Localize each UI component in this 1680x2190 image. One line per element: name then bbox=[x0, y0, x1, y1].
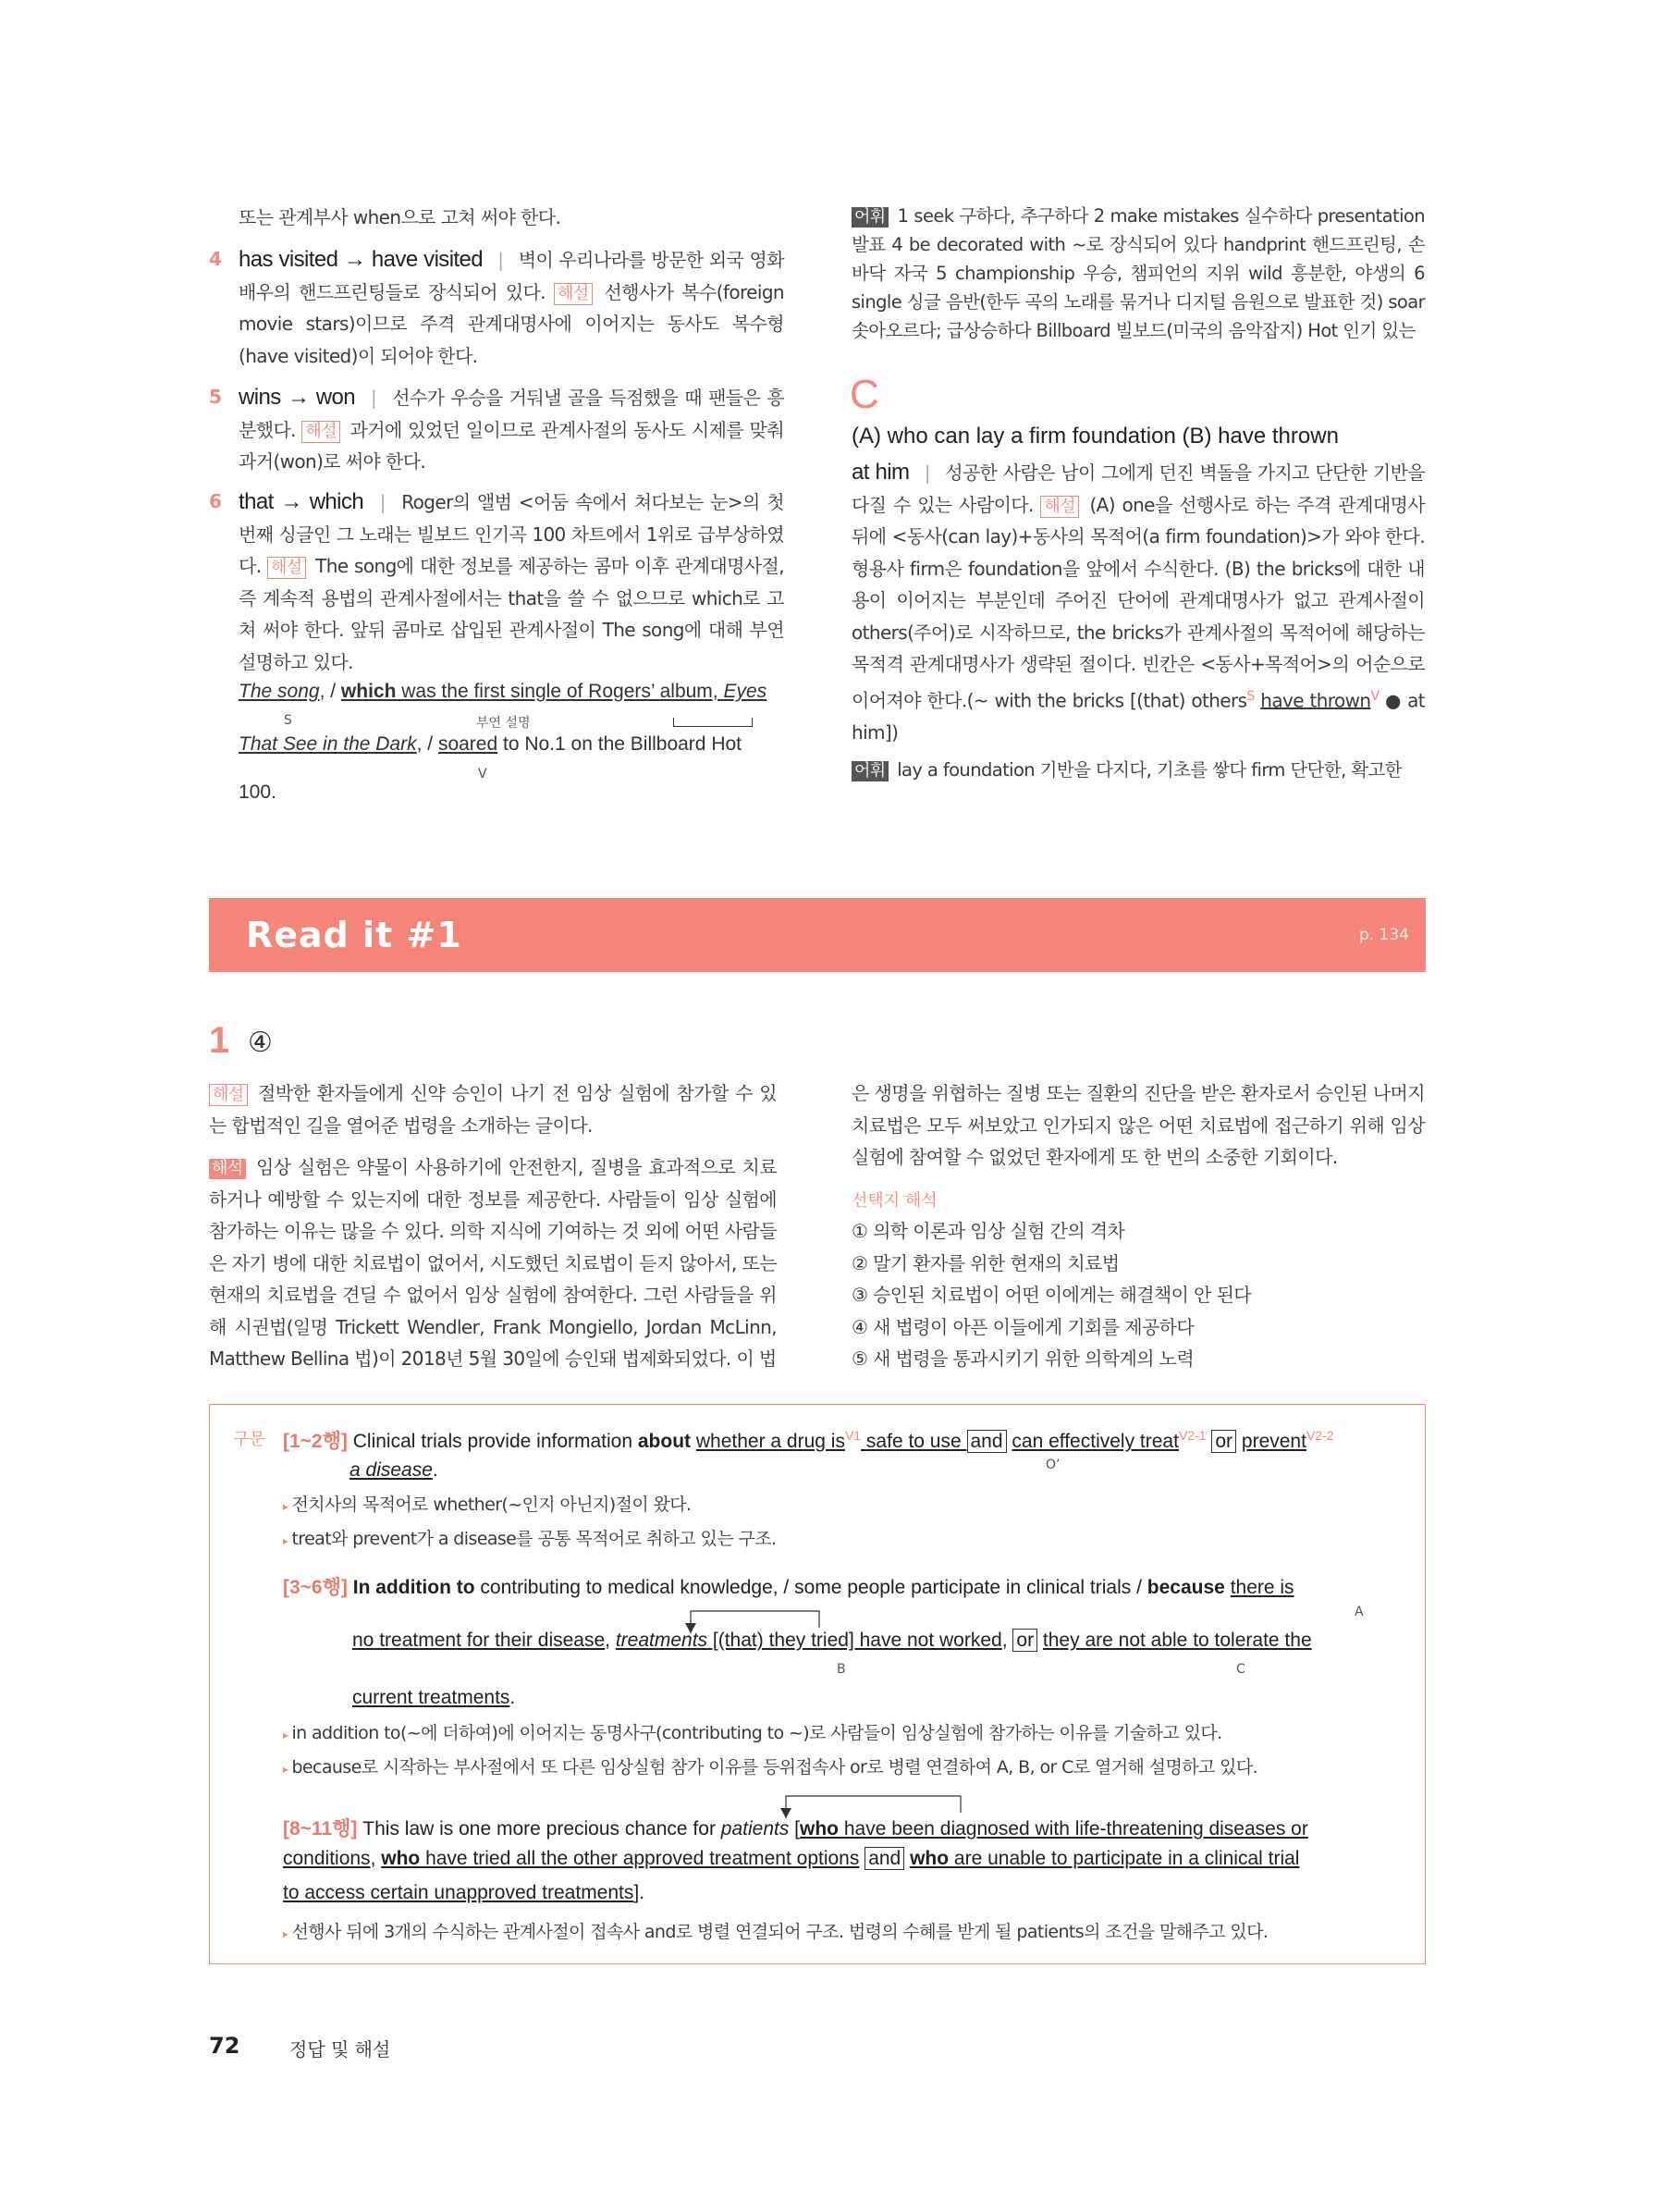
ex-verb: soared bbox=[437, 733, 498, 755]
s1-d: safe to use bbox=[861, 1431, 967, 1452]
s3-who-1: who bbox=[800, 1818, 840, 1839]
explain-tag: 해설 bbox=[301, 421, 340, 443]
footer-label: 정답 및 해설 bbox=[289, 2038, 391, 2061]
s1-effectively: effectively bbox=[1043, 1431, 1140, 1452]
s1-v22: V2-2 bbox=[1306, 1428, 1334, 1443]
s1-note-2-text: treat와 prevent가 a disease를 공통 목적어로 취하고 있는 구조. bbox=[291, 1529, 777, 1549]
vocab-tag: 어휘 bbox=[852, 207, 889, 228]
s3-l2e: are unable to participate in a clinical trial bbox=[949, 1848, 1300, 1869]
banner-title: Read it #1 bbox=[246, 915, 462, 955]
choice-5: ⑤ 새 법령을 통과시키기 위한 의학계의 노력 bbox=[852, 1347, 1195, 1370]
ex-subject: The song bbox=[239, 681, 320, 702]
choices-list bbox=[852, 1215, 1425, 1375]
s2-line-3: current treatments. bbox=[352, 1687, 516, 1708]
bracket-mark bbox=[673, 718, 753, 727]
s2-in-addition: In addition to bbox=[352, 1577, 475, 1598]
ex-which: which bbox=[340, 681, 397, 702]
item-4: 4 has visited → have visited | 벽이 우리나라를 방문한 외국 영화배우의 핸드프린팅들로 장식되어 있다. 해설 선행사가 복수(foreign movie stars)이므로 주격 관계대명사에 이어지는 동사도 복수형(have visited)이 되어야 한다. bbox=[209, 247, 784, 367]
s2-note-1: ▸ in addition to(~에 더하여)에 이어지는 동명사구(contributing to ~)로 사람들이 임상실험에 참가하는 이유를 기술하고 있다. bbox=[283, 1723, 1222, 1743]
s1-ref: [1~2행] bbox=[283, 1431, 348, 1452]
explain-tag: 해설 bbox=[554, 283, 593, 305]
choice-2: ② 말기 환자를 위한 현재의 치료법 bbox=[852, 1251, 1120, 1274]
summary-tag: 해설 bbox=[209, 1084, 248, 1106]
s3-conditions: conditions bbox=[283, 1848, 371, 1869]
c-mark-v: V bbox=[1370, 688, 1380, 704]
s3-patients: patients bbox=[720, 1818, 790, 1839]
s3-ref: [8~11행] bbox=[283, 1818, 358, 1839]
choice-3: ③ 승인된 치료법이 어떤 이에게는 해결책이 안 된다 bbox=[852, 1284, 1252, 1306]
s2-line-1 bbox=[283, 1572, 1402, 1600]
s1-can: can bbox=[1012, 1431, 1044, 1452]
ex-eyes: Eyes bbox=[723, 681, 767, 702]
item-explain: 과거에 있었던 일이므로 관계사절의 동사도 시제를 맞춰 과거(won)로 써야 한다. bbox=[239, 418, 784, 473]
s2-note-2-text: because로 시작하는 부사절에서 또 다른 임상실험 참가 이유를 등위접속사 or로 병렬 연결하여 A, B, or C로 열거해 설명하고 있다. bbox=[291, 1757, 1258, 1778]
s3-line-1 bbox=[283, 1814, 1402, 1841]
s1-or: or bbox=[1211, 1430, 1236, 1453]
vocab-text: 1 seek 구하다, 추구하다 2 make mistakes 실수하다 presentation 발표 4 be decorated with ~로 장식되어 있다 handprint 핸드프린팅, 손바닥 자국 5 championship 우승, 챔피언의 지위 wild 흥분한, 야생의 6 single 싱글 음반(한두 곡의 노래를 묶거나 디지털 음원으로 발표한 것) soar 솟아오르다; 급상승하다 Billboard 빌보드(미국의 음악잡지) Hot 인기 있는 bbox=[852, 205, 1425, 341]
choice-4: ④ 새 법령이 아픈 이들에게 기회를 제공하다 bbox=[852, 1315, 1195, 1338]
grammar-label: 구문 bbox=[233, 1430, 265, 1449]
page-number: 72 bbox=[209, 2033, 240, 2059]
item-text: 선수가 우승을 거둬낼 골을 득점했을 때 팬들은 흥분했다. bbox=[239, 387, 784, 441]
question-number: 1 bbox=[209, 1020, 230, 1061]
s3-a: This law is one more precious chance for bbox=[362, 1818, 721, 1839]
mark-explain: 부연 설명 bbox=[476, 716, 531, 731]
s3-note-text: 선행사 뒤에 3개의 수식하는 관계사절이 접속사 and로 병렬 연결되어 구조. 법령의 수혜를 받게 될 patients의 조건을 말해주고 있다. bbox=[291, 1922, 1269, 1942]
translation-tag: 해석 bbox=[209, 1159, 246, 1179]
s3-l2c: have tried all the other approved treatment options bbox=[420, 1848, 860, 1869]
vocab2-text: lay a foundation 기반을 다지다, 기초를 쌓다 firm 단단한, 확고한 bbox=[897, 759, 1403, 781]
example-line-3: 100. bbox=[239, 781, 276, 803]
item-answer: wins → won bbox=[239, 385, 355, 410]
c-ex-end: him]) bbox=[852, 720, 899, 744]
s2-l2d: they are not able to tolerate the bbox=[1042, 1630, 1312, 1651]
c-ex-tail: (~ with the bricks [(that) others bbox=[966, 689, 1247, 712]
s2-current: current treatments bbox=[352, 1687, 510, 1708]
vocab2-block bbox=[852, 755, 1425, 787]
item-answer: has visited → have visited bbox=[239, 247, 483, 272]
read-it-banner bbox=[209, 898, 1426, 972]
explain-tag: 해설 bbox=[1040, 496, 1079, 518]
ex-title: That See in the Dark bbox=[239, 733, 417, 755]
s2-mark-c: C bbox=[1236, 1662, 1245, 1677]
s1-o-mark: O’ bbox=[1046, 1458, 1061, 1472]
s2-treatments: treatments bbox=[615, 1630, 708, 1651]
s3-bracket: [ bbox=[789, 1818, 801, 1839]
vocab2-tag: 어휘 bbox=[852, 761, 889, 781]
q1-summary bbox=[209, 1077, 777, 1141]
s2-no-treatment: no treatment for their disease bbox=[352, 1630, 606, 1651]
q1-translation-right: 은 생명을 위협하는 질병 또는 질환의 진단을 받은 환자로서 승인된 나머지 치료법은 모두 써보았고 인가되지 않은 어떤 치료법에 접근하기 위해 임상 실험에 참여할 수 없었던 환자에게 또 한 번의 소중한 기회이다. bbox=[852, 1082, 1425, 1168]
s3-line-3 bbox=[283, 1882, 644, 1904]
item-text: 벽이 우리나라를 방문한 외국 영화배우의 핸드프린팅들로 장식되어 있다. bbox=[239, 249, 784, 303]
s2-b: contributing to medical knowledge, / some people participate in clinical trials / bbox=[474, 1577, 1147, 1598]
s1-v21: V2-1 bbox=[1178, 1428, 1207, 1443]
s3-e: have been diagnosed with life-threatening diseases or bbox=[839, 1818, 1308, 1839]
item-explain: 선행사가 복수(foreign movie stars)이므로 주격 관계대명사에 이어지는 동사도 복수형(have visited)이 되어야 한다. bbox=[239, 280, 784, 367]
ex-clause: was the first single of Rogers’ album, bbox=[396, 681, 724, 702]
s2-note-1-text: in addition to(~에 더하여)에 이어지는 동명사구(contributing to ~)로 사람들이 임상실험에 참가하는 이유를 기술하고 있다. bbox=[291, 1723, 1222, 1743]
item-number: 6 bbox=[209, 490, 222, 512]
section-letter: C bbox=[850, 372, 879, 417]
s2-mark-b: B bbox=[837, 1662, 846, 1677]
s2-or: or bbox=[1012, 1629, 1037, 1652]
vocab-block bbox=[852, 202, 1425, 345]
choice-1: ① 의학 이론과 임상 실험 간의 격차 bbox=[852, 1220, 1125, 1242]
s1-a: Clinical trials provide information bbox=[352, 1431, 638, 1452]
c-explain: (A) one을 선행사로 하는 주격 관계대명사 뒤에 <동사(can lay)+동사의 목적어(a firm foundation)>가 와야 한다. 형용사 firm은 foundation을 앞에서 수식한다. (B) the bricks에 대한 내용이 이어지는 부분인데 주어진 단어에 관계대명사가 없고 관계사절이 others(주어)로 시작하므로, the bricks가 관계사절의 목적어에 해당하는 목적격 관계대명사가 생략된 절이다. 빈칸은 <동사+목적어>의 어순으로 이어져야 한다. bbox=[852, 493, 1426, 712]
intro-line: 또는 관계부사 when으로 고쳐 써야 한다. bbox=[239, 206, 561, 228]
s2-note-2: ▸ because로 시작하는 부사절에서 또 다른 임상실험 참가 이유를 등위접속사 or로 병렬 연결하여 A, B, or C로 열거해 설명하고 있다. bbox=[283, 1757, 1258, 1778]
s3-end: ]. bbox=[633, 1882, 645, 1903]
s1-about: about bbox=[637, 1431, 692, 1452]
c-mark-s: S bbox=[1246, 688, 1255, 704]
s1-a-disease: a disease bbox=[349, 1459, 433, 1481]
s2-mark-a: A bbox=[1355, 1605, 1364, 1619]
s2-there-is: there is bbox=[1230, 1577, 1294, 1598]
mark-s: S bbox=[284, 713, 292, 728]
grammar-box bbox=[209, 1404, 1426, 1964]
choices-title: 선택지 해석 bbox=[852, 1191, 938, 1211]
s1-dot: . bbox=[432, 1459, 438, 1481]
item-number: 5 bbox=[209, 386, 222, 408]
c-text: 성공한 사람은 남이 그에게 던진 벽돌을 가지고 단단한 기반을 다질 수 있는 사람이다. bbox=[852, 461, 1426, 516]
q1-translation bbox=[209, 1151, 777, 1375]
s1-v1: V1 bbox=[844, 1428, 862, 1443]
explain-tag: 해설 bbox=[267, 557, 306, 579]
c-ex-at: at bbox=[1407, 689, 1426, 712]
item-6: 6 that → which | Roger의 앨범 <어둠 속에서 쳐다보는 눈>의 첫 번째 싱글인 그 노래는 빌보드 인기곡 100 차트에서 1위로 급부상하였다. 해설 The song에 대한 정보를 제공하는 콤마 이후 관계대명사절, 즉 계속적 용법의 관계사절에서는 that을 쓸 수 없으므로 which로 고쳐 써야 한다. 앞뒤 콤마로 삽입된 관계사절이 The song에 대해 부연 설명하고 있다. bbox=[209, 489, 784, 673]
s3-and: and bbox=[865, 1847, 904, 1870]
mark-v: V bbox=[478, 767, 487, 781]
s1-line-1 bbox=[283, 1426, 1392, 1454]
answer-line-1: (A) who can lay a firm foundation (B) have thrown bbox=[852, 424, 1339, 449]
ex-rest: to No.1 on the Billboard Hot bbox=[497, 733, 742, 755]
c-ex-verb: have thrown bbox=[1260, 689, 1371, 712]
s1-and: and bbox=[967, 1430, 1007, 1453]
c-ex-dot: ● bbox=[1384, 689, 1402, 712]
item-text: Roger의 앨범 <어둠 속에서 쳐다보는 눈>의 첫 번째 싱글인 그 노래는 빌보드 인기곡 100 차트에서 1위로 급부상하였다. bbox=[239, 491, 784, 577]
s2-l2c: [(that) they tried] have not worked bbox=[707, 1630, 1002, 1651]
s3-access: to access certain unapproved treatments bbox=[283, 1882, 634, 1903]
s1-treat: treat bbox=[1139, 1431, 1179, 1452]
s1-note-1-text: 전치사의 목적어로 whether(~인지 아닌지)절이 왔다. bbox=[291, 1495, 692, 1515]
ex-sep2: , / bbox=[416, 733, 438, 755]
example-line-2 bbox=[239, 733, 784, 756]
summary-text: 절박한 환자들에게 신약 승인이 나기 전 임상 실험에 참가할 수 있는 합법적인 길을 열어준 법령을 소개하는 글이다. bbox=[209, 1082, 777, 1137]
item-number: 4 bbox=[209, 248, 222, 270]
answer-line-2: at him bbox=[852, 460, 910, 485]
c-explain-block: at him | 성공한 사람은 남이 그에게 던진 벽돌을 가지고 단단한 기반을 다질 수 있는 사람이다. 해설 (A) one을 선행사로 하는 주격 관계대명사 뒤에 <동사(can lay)+동사의 목적어(a firm foundation)>가 와야 한다. 형용사 firm은 foundation을 앞에서 수식한다. (B) the bricks에 대한 내용이 이어지는 부분인데 주어진 단어에 관계대명사가 없고 관계사절이 others(주어)로 시작하므로, the bricks가 관계사절의 목적어에 해당하는 목적격 관계대명사가 생략된 절이다. 빈칸은 <동사+목적어>의 어순으로 이어져야 한다.(~ with the bricks [(that) others$^S$ have thrown$^V$ ● at him]) bbox=[852, 460, 1426, 744]
s1-prevent: prevent bbox=[1241, 1431, 1306, 1452]
s2-line-2: no treatment for their disease, treatments [(that) they tried] have not worked, or they are not able to tolerate the bbox=[352, 1630, 1312, 1651]
s3-note: ▸ 선행사 뒤에 3개의 수식하는 관계사절이 접속사 and로 병렬 연결되어 구조. 법령의 수혜를 받게 될 patients의 조건을 말해주고 있다. bbox=[283, 1922, 1269, 1942]
item-5: 5 wins → won | 선수가 우승을 거둬낼 골을 득점했을 때 팬들은 흥분했다. 해설 과거에 있었던 일이므로 관계사절의 동사도 시제를 맞춰 과거(won)로 써야 한다. bbox=[209, 385, 784, 473]
s3-who-2: who bbox=[381, 1848, 421, 1869]
item-answer: that → which bbox=[239, 489, 364, 514]
question-answer: ④ bbox=[248, 1027, 273, 1059]
s1-note-1: ▸ 전치사의 목적어로 whether(~인지 아닌지)절이 왔다. bbox=[283, 1495, 692, 1515]
s3-line-2: conditions, who have tried all the other approved treatment options and who are unable to participate in a clinical trial bbox=[283, 1848, 1300, 1869]
s3-who-3: who bbox=[910, 1848, 950, 1869]
translation-text: 임상 실험은 약물이 사용하기에 안전한지, 질병을 효과적으로 치료하거나 예방할 수 있는지에 대한 정보를 제공한다. 사람들이 임상 실험에 참가하는 이유는 많을 수 있다. 의학 지식에 기여하는 것 외에 어떤 사람들은 자기 병에 대한 치료법이 없어서, 시도했던 치료법이 듣지 않아서, 또는 현재의 치료법을 견딜 수 없어서 임상 실험에 참여한다. 그런 사람들을 위해 시권법(일명 Trickett Wendler, Frank Mongiello, Jordan McLinn, Matthew Bellina 법)이 2018년 5월 30일에 승인돼 법제화되었다. 이 법 bbox=[209, 1156, 777, 1370]
example-line-1 bbox=[239, 681, 784, 703]
ex-sep: , / bbox=[319, 681, 341, 702]
s1-note-2: ▸ treat와 prevent가 a disease를 공통 목적어로 취하고 있는 구조. bbox=[283, 1529, 777, 1549]
banner-page: p. 134 bbox=[1358, 926, 1409, 944]
item-explain: The song에 대한 정보를 제공하는 콤마 이후 관계대명사절, 즉 계속적 용법의 관계사절에서는 that을 쓸 수 없으므로 which로 고쳐 써야 한다. 앞뒤 콤마로 삽입된 관계사절이 The song에 대해 부연 설명하고 있다. bbox=[239, 555, 784, 673]
s2-because: because bbox=[1147, 1577, 1225, 1598]
s1-line-2 bbox=[349, 1459, 438, 1482]
s2-ref: [3~6행] bbox=[283, 1577, 348, 1598]
s1-whether: whether a drug is bbox=[695, 1431, 845, 1452]
